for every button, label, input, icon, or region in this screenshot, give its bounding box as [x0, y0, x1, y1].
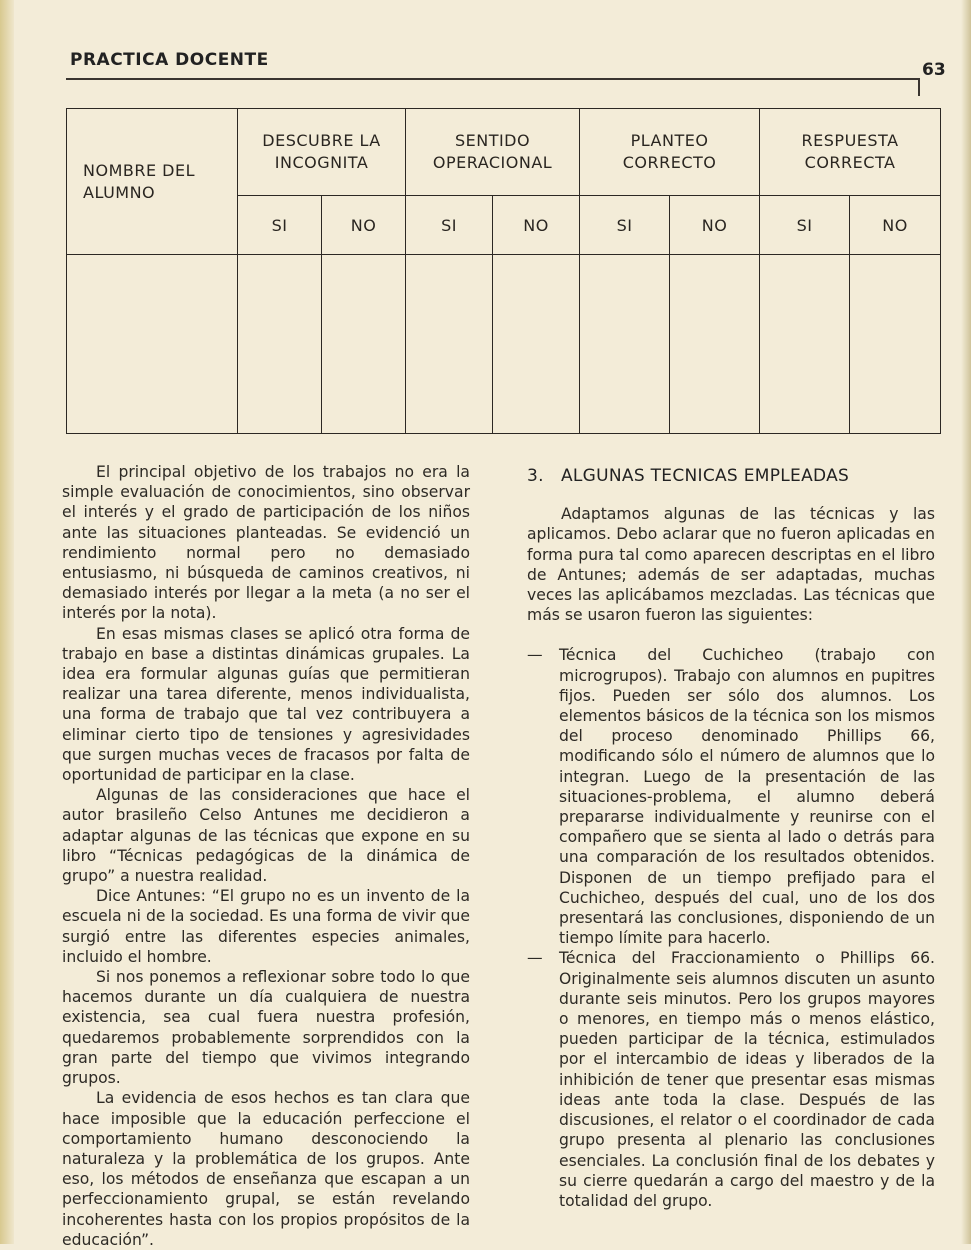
section-intro: Adaptamos algunas de las técnicas y las aplicamos. Debo aclarar que no fueron aplicadas en forma pura tal como aparecen descriptas en el libro de Antunes; además de ser adaptadas, muchas veces las aplicábamos mezcladas. Las técnicas que más se usaron fueron las siguientes: [527, 505, 935, 625]
header-descubre-incognita: DESCUBRE LA INCOGNITA [238, 109, 406, 196]
header-planteo-correcto: PLANTEO CORRECTO [580, 109, 760, 196]
header-rule-tick [918, 78, 920, 96]
subheader-no: NO [850, 196, 941, 255]
body-paragraph: Si nos ponemos a reflexionar sobre todo lo que hacemos durante un día cualquiera de nuestra existencia, sea cual fuera nuestra profesión, quedaremos probablemente sorprendidos con la gran parte del tiempo que vivimos integrando grupos. [62, 968, 470, 1088]
table-cell [493, 255, 580, 434]
running-header: PRACTICA DOCENTE [70, 50, 269, 70]
subheader-si: SI [238, 196, 322, 255]
section-title: ALGUNAS TECNICAS EMPLEADAS [560, 466, 850, 486]
dash-bullet: — [527, 646, 543, 665]
body-paragraph: La evidencia de esos hechos es tan clara que hace imposible que la educación perfeccione el comportamiento humano desconociendo la naturaleza y la problemática de los grupos. Ante eso, los métodos de enseñanza que escapan a un perfeccionamiento grupal, se están revelando incoherentes hasta con los propios propósitos de la educación”. [62, 1089, 470, 1249]
body-paragraph: Dice Antunes: “El grupo no es un invento de la escuela ni de la sociedad. Es una forma de vivir que surgió entre las diferentes especies animales, incluido el hombre. [62, 887, 470, 966]
table-empty-row [67, 255, 941, 434]
table-cell [850, 255, 941, 434]
table-cell [238, 255, 322, 434]
technique-text: Técnica del Fraccionamiento o Phillips 66. Originalmente seis alumnos discuten un asunto durante seis minutos. Pero los grupos mayores o menores, en tiempo más o menos elástico, pueden participar de la técnica, estimulados por el intercambio de ideas y liberados de la inhibición de tener que presentar esas mismas ideas ante toda la clase. Después de las discusiones, el relator o el coordinador de cada grupo presenta al plenario las conclusiones esenciales. La conclusión final de los debates y su cierre quedarán a cargo del maestro y de la totalidad del grupo. [559, 949, 935, 1210]
table-cell [760, 255, 850, 434]
left-text-column [62, 462, 470, 1250]
header-respuesta-correcta: RESPUESTA CORRECTA [760, 109, 941, 196]
section-heading [527, 466, 935, 486]
subheader-no: NO [322, 196, 406, 255]
page-binding-shadow [0, 0, 14, 1244]
subheader-si: SI [580, 196, 670, 255]
header-nombre-alumno: NOMBRE DEL ALUMNO [67, 109, 238, 255]
technique-item [527, 645, 935, 948]
header-rule [66, 78, 918, 80]
section-number: 3. [527, 466, 544, 486]
right-text-column [527, 462, 935, 1211]
table-header-row [67, 109, 941, 196]
page-number: 63 [922, 60, 946, 80]
technique-item [527, 948, 935, 1211]
table-cell [406, 255, 493, 434]
table-cell [322, 255, 406, 434]
table-cell [580, 255, 670, 434]
table-cell [670, 255, 760, 434]
subheader-no: NO [493, 196, 580, 255]
technique-text: Técnica del Cuchicheo (trabajo con microgrupos). Trabajo con alumnos en pupitres fijos. Pueden ser sólo dos alumnos. Los elementos básicos de la técnica son los mismos del proceso denominado Phillips 66, modificando sólo el número de alumnos que lo integran. Luego de la presentación de las situaciones-problema, el alumno deberá prepararse individualmente y reunirse con el compañero que se sienta al lado o detrás para una comparación de los resultados obtenidos. Disponen de un tiempo prefijado para el Cuchicheo, después del cual, uno de los dos presentará las conclusiones, disponiendo de un tiempo límite para hacerlo. [559, 646, 935, 948]
subheader-no: NO [670, 196, 760, 255]
header-sentido-operacional: SENTIDO OPERACIONAL [406, 109, 580, 196]
table-cell [67, 255, 238, 434]
subheader-si: SI [406, 196, 493, 255]
body-paragraph: Algunas de las consideraciones que hace el autor brasileño Celso Antunes me decidieron a adaptar algunas de las técnicas que expone en su libro “Técnicas pedagógicas de la dinámica de grupo” a nuestra realidad. [62, 786, 470, 886]
dash-bullet: — [527, 949, 543, 968]
evaluation-table [66, 108, 941, 434]
page-edge-shadow [961, 0, 971, 1244]
body-paragraph: En esas mismas clases se aplicó otra forma de trabajo en base a distintas dinámicas grupales. La idea era formular algunas guías que permitieran realizar una tarea diferente, menos individualista, una forma de trabajo que tal vez contribuyera a eliminar cierto tipo de tensiones y agresividades que surgen muchas veces de fracasos por falta de oportunidad de participar en la clase. [62, 624, 470, 785]
body-paragraph: El principal objetivo de los trabajos no era la simple evaluación de conocimientos, sino observar el interés y el grado de participación de los niños ante las situaciones planteadas. Se evidenció un rendimiento normal pero no demasiado entusiasmo, ni búsqueda de caminos creativos, ni demasiado interés por llegar a la meta (a no ser el interés por la nota). [62, 463, 470, 623]
subheader-si: SI [760, 196, 850, 255]
